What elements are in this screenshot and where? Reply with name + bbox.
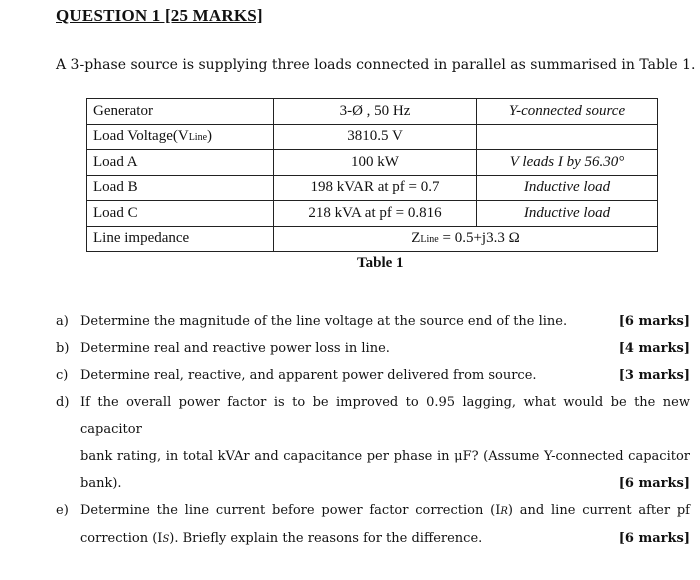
table-row (87, 124, 658, 150)
row-value: 3-Ø , 50 Hz (274, 99, 477, 125)
label-end: ) (207, 128, 213, 145)
question-text-line1 (80, 497, 690, 525)
question-text-line3: bank). (80, 476, 122, 491)
row-note: Inductive load (477, 201, 658, 227)
impedance-subscript: Line (420, 234, 439, 246)
question-text: Determine real, reactive, and apparent power delivered from source. (80, 368, 537, 383)
table-row (87, 150, 658, 176)
question-text-line2 (80, 525, 482, 553)
intro-text: A 3-phase source is supplying three loads connected in parallel as summarised in Table 1. (56, 57, 696, 73)
subscript: S (162, 534, 170, 545)
table-row (87, 201, 658, 227)
text-part: ) and line current after pf (507, 503, 690, 518)
question-marks: [6 marks] (618, 314, 690, 329)
question-title: QUESTION 1 [25 MARKS] (56, 6, 263, 25)
impedance-number: = 0.5+j3.3 Ω (438, 230, 520, 247)
question-marks: [6 marks] (618, 476, 690, 491)
row-note: Inductive load (477, 175, 658, 201)
question-text: Determine real and reactive power loss in line. (80, 341, 390, 356)
table-row (87, 226, 658, 252)
question-marks: [3 marks] (618, 368, 690, 383)
row-value: 198 kVAR at pf = 0.7 (274, 175, 477, 201)
row-value: 3810.5 V (274, 124, 477, 150)
line-impedance-value (274, 226, 658, 252)
question-item (56, 362, 690, 389)
text-part: Determine the line current before power factor correction (I (80, 503, 501, 518)
question-item (56, 335, 690, 362)
parameters-table (86, 98, 658, 252)
table-caption: Table 1 (357, 255, 404, 271)
subscript: R (500, 506, 508, 517)
question-item (56, 308, 690, 335)
question-text-line2: bank rating, in total kVAr and capacitance per phase in μF? (Assume Y-connected capacitor (80, 449, 690, 464)
row-label: Load B (87, 175, 274, 201)
question-item (56, 497, 690, 553)
question-list (56, 308, 690, 553)
row-label: Load A (87, 150, 274, 176)
table-row (87, 175, 658, 201)
question-letter: b) (56, 341, 70, 356)
question-text: Determine the magnitude of the line voltage at the source end of the line. (80, 314, 568, 329)
text-part: correction (I (80, 531, 163, 546)
row-note: V leads I by 56.30° (477, 150, 658, 176)
label-text: Load Voltage(V (93, 128, 189, 145)
row-label: Generator (87, 99, 274, 125)
question-marks: [4 marks] (618, 341, 690, 356)
row-label: Load C (87, 201, 274, 227)
row-note: Y-connected source (477, 99, 658, 125)
question-letter: c) (56, 368, 69, 383)
row-note (477, 124, 658, 150)
row-label: Line impedance (87, 226, 274, 252)
label-subscript: Line (188, 132, 208, 144)
table-row (87, 99, 658, 125)
row-value: 218 kVA at pf = 0.816 (274, 201, 477, 227)
row-value: 100 kW (274, 150, 477, 176)
question-letter: d) (56, 395, 70, 410)
question-letter: e) (56, 503, 69, 518)
question-text-line1: If the overall power factor is to be improved to 0.95 lagging, what would be the new capacitor (80, 395, 690, 437)
question-marks: [6 marks] (618, 531, 690, 546)
text-part: ). Briefly explain the reasons for the difference. (169, 531, 483, 546)
question-letter: a) (56, 314, 69, 329)
question-item (56, 389, 690, 497)
impedance-symbol: Z (411, 230, 421, 247)
row-label (87, 124, 274, 150)
